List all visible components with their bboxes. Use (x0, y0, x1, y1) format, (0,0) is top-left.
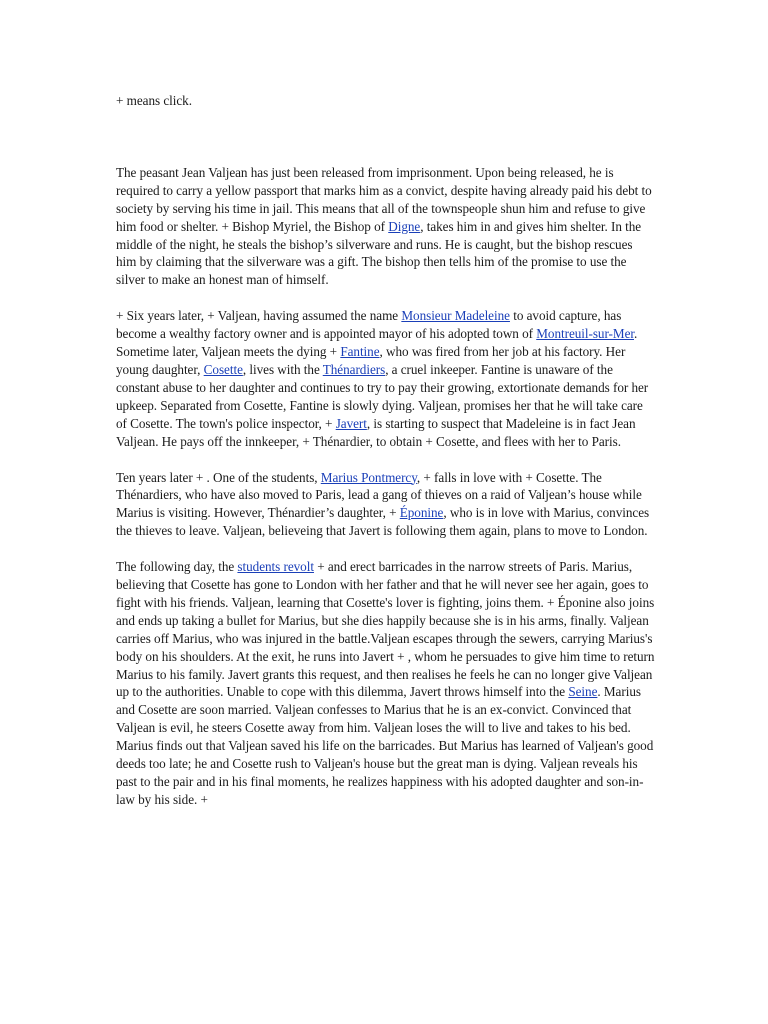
link-javert[interactable]: Javert (335, 415, 367, 431)
link-thenardiers[interactable]: Thénardiers (322, 361, 386, 377)
paragraph-2 (116, 307, 656, 450)
link-eponine[interactable]: Éponine (399, 505, 444, 521)
link-seine[interactable]: Seine (568, 684, 598, 700)
link-digne[interactable]: Digne (388, 218, 421, 234)
link-montreuil-sur-mer[interactable]: Montreuil-sur-Mer (536, 326, 634, 342)
text-run: The peasant Jean Valjean has just been released from imprisonment. Upon being released, he is required to carry a yellow passport that marks him as a convict, despite having already paid his debt to society by serving his time in jail. This means that all of the townspeople shun him and refuse to give him food or shelter. + Bishop Myriel, the Bishop of (116, 164, 652, 234)
link-cosette[interactable]: Cosette (203, 361, 243, 377)
text-run: The following day, the (116, 559, 238, 575)
text-run: , who was fired from her job at his factory. Her young daughter, (116, 344, 626, 377)
text-run: . Marius and Cosette are soon married. Valjean confesses to Marius that he is an ex-convict. Convinced that Valjean is evil, he steers Cosette away from him. Valjean loses the will to live and takes to his bed. Marius finds out that Valjean saved his life on the barricades. But Marius has learned of Valjean's good deeds too late; he and Cosette rush to Valjean's house but the great man is dying. Valjean reveals his past to the pair and in his final moments, he realizes happiness with his adopted daughter and son-in-law by his side. + (116, 684, 654, 807)
text-run: , takes him in and gives him shelter. In the middle of the night, he steals the bishop’s silverware and runs. He is caught, but the bishop rescues him by claiming that the silverware was a gift. The bishop then tells him of the promise to use the silver to make an honest man of himself. (116, 218, 642, 288)
link-monsieur-madeleine[interactable]: Monsieur Madeleine (401, 308, 510, 324)
text-run: , is starting to suspect that Madeleine is in fact Jean Valjean. He pays off the innkeeper, + Thénardier, to obtain + Cosette, and flees with her to Paris. (116, 415, 636, 449)
document-page (116, 92, 656, 827)
text-run: , who is in love with Marius, convinces the thieves to leave. Valjean, believeing that Javert is following them again, plans to move to London. (116, 505, 650, 539)
text-run: Ten years later + . One of the students, (116, 469, 321, 485)
text-run: , + falls in love with + Cosette. The Thénardiers, who have also moved to Paris, lead a gang of thieves on a raid of Valjean’s house while Marius is visiting. However, Thénardier’s daughter, + (116, 469, 642, 521)
text-run: to avoid capture, has become a wealthy factory owner and is appointed mayor of his adopted town of (116, 308, 622, 342)
link-fantine[interactable]: Fantine (340, 344, 380, 360)
text-run: + and erect barricades in the narrow streets of Paris. Marius, believing that Cosette has gone to London with her father and that he will never see her again, goes to fight with his friends. Valjean, learning that Cosette's lover is fighting, joins them. + Éponine also joins and ends up taking a bullet for Marius, but she dies happily because she is in his arms, finally. Valjean carries off Marius, who was injured in the battle.Valjean escapes through the sewers, carrying Marius's body on his shoulders. At the exit, he runs into Javert + , whom he persuades to give him time to return Marius to his family. Javert grants this request, and then realises he feels he can no longer give Valjean up to the authorities. Unable to cope with this dilemma, Javert throws himself into the (116, 559, 655, 700)
text-run: , a cruel inkeeper. Fantine is unaware of the constant abuse to her daughter and continues to try to pay their growing, extortionate demands for her upkeep. Separated from Cosette, Fantine is slowly dying. Valjean, promises her that he will take care of Cosette. The town's police inspector, + (116, 361, 649, 431)
paragraph-3 (116, 469, 656, 541)
link-students-revolt[interactable]: students revolt (237, 559, 314, 575)
text-run: . Sometime later, Valjean meets the dying + (116, 326, 638, 360)
paragraph-1 (116, 164, 656, 289)
text-run: + Six years later, + Valjean, having assumed the name (116, 308, 402, 324)
paragraph-4 (116, 558, 656, 809)
text-run: , lives with the (242, 361, 323, 377)
click-legend-note: + means click. (116, 93, 192, 108)
link-marius-pontmercy[interactable]: Marius Pontmercy (320, 469, 417, 485)
